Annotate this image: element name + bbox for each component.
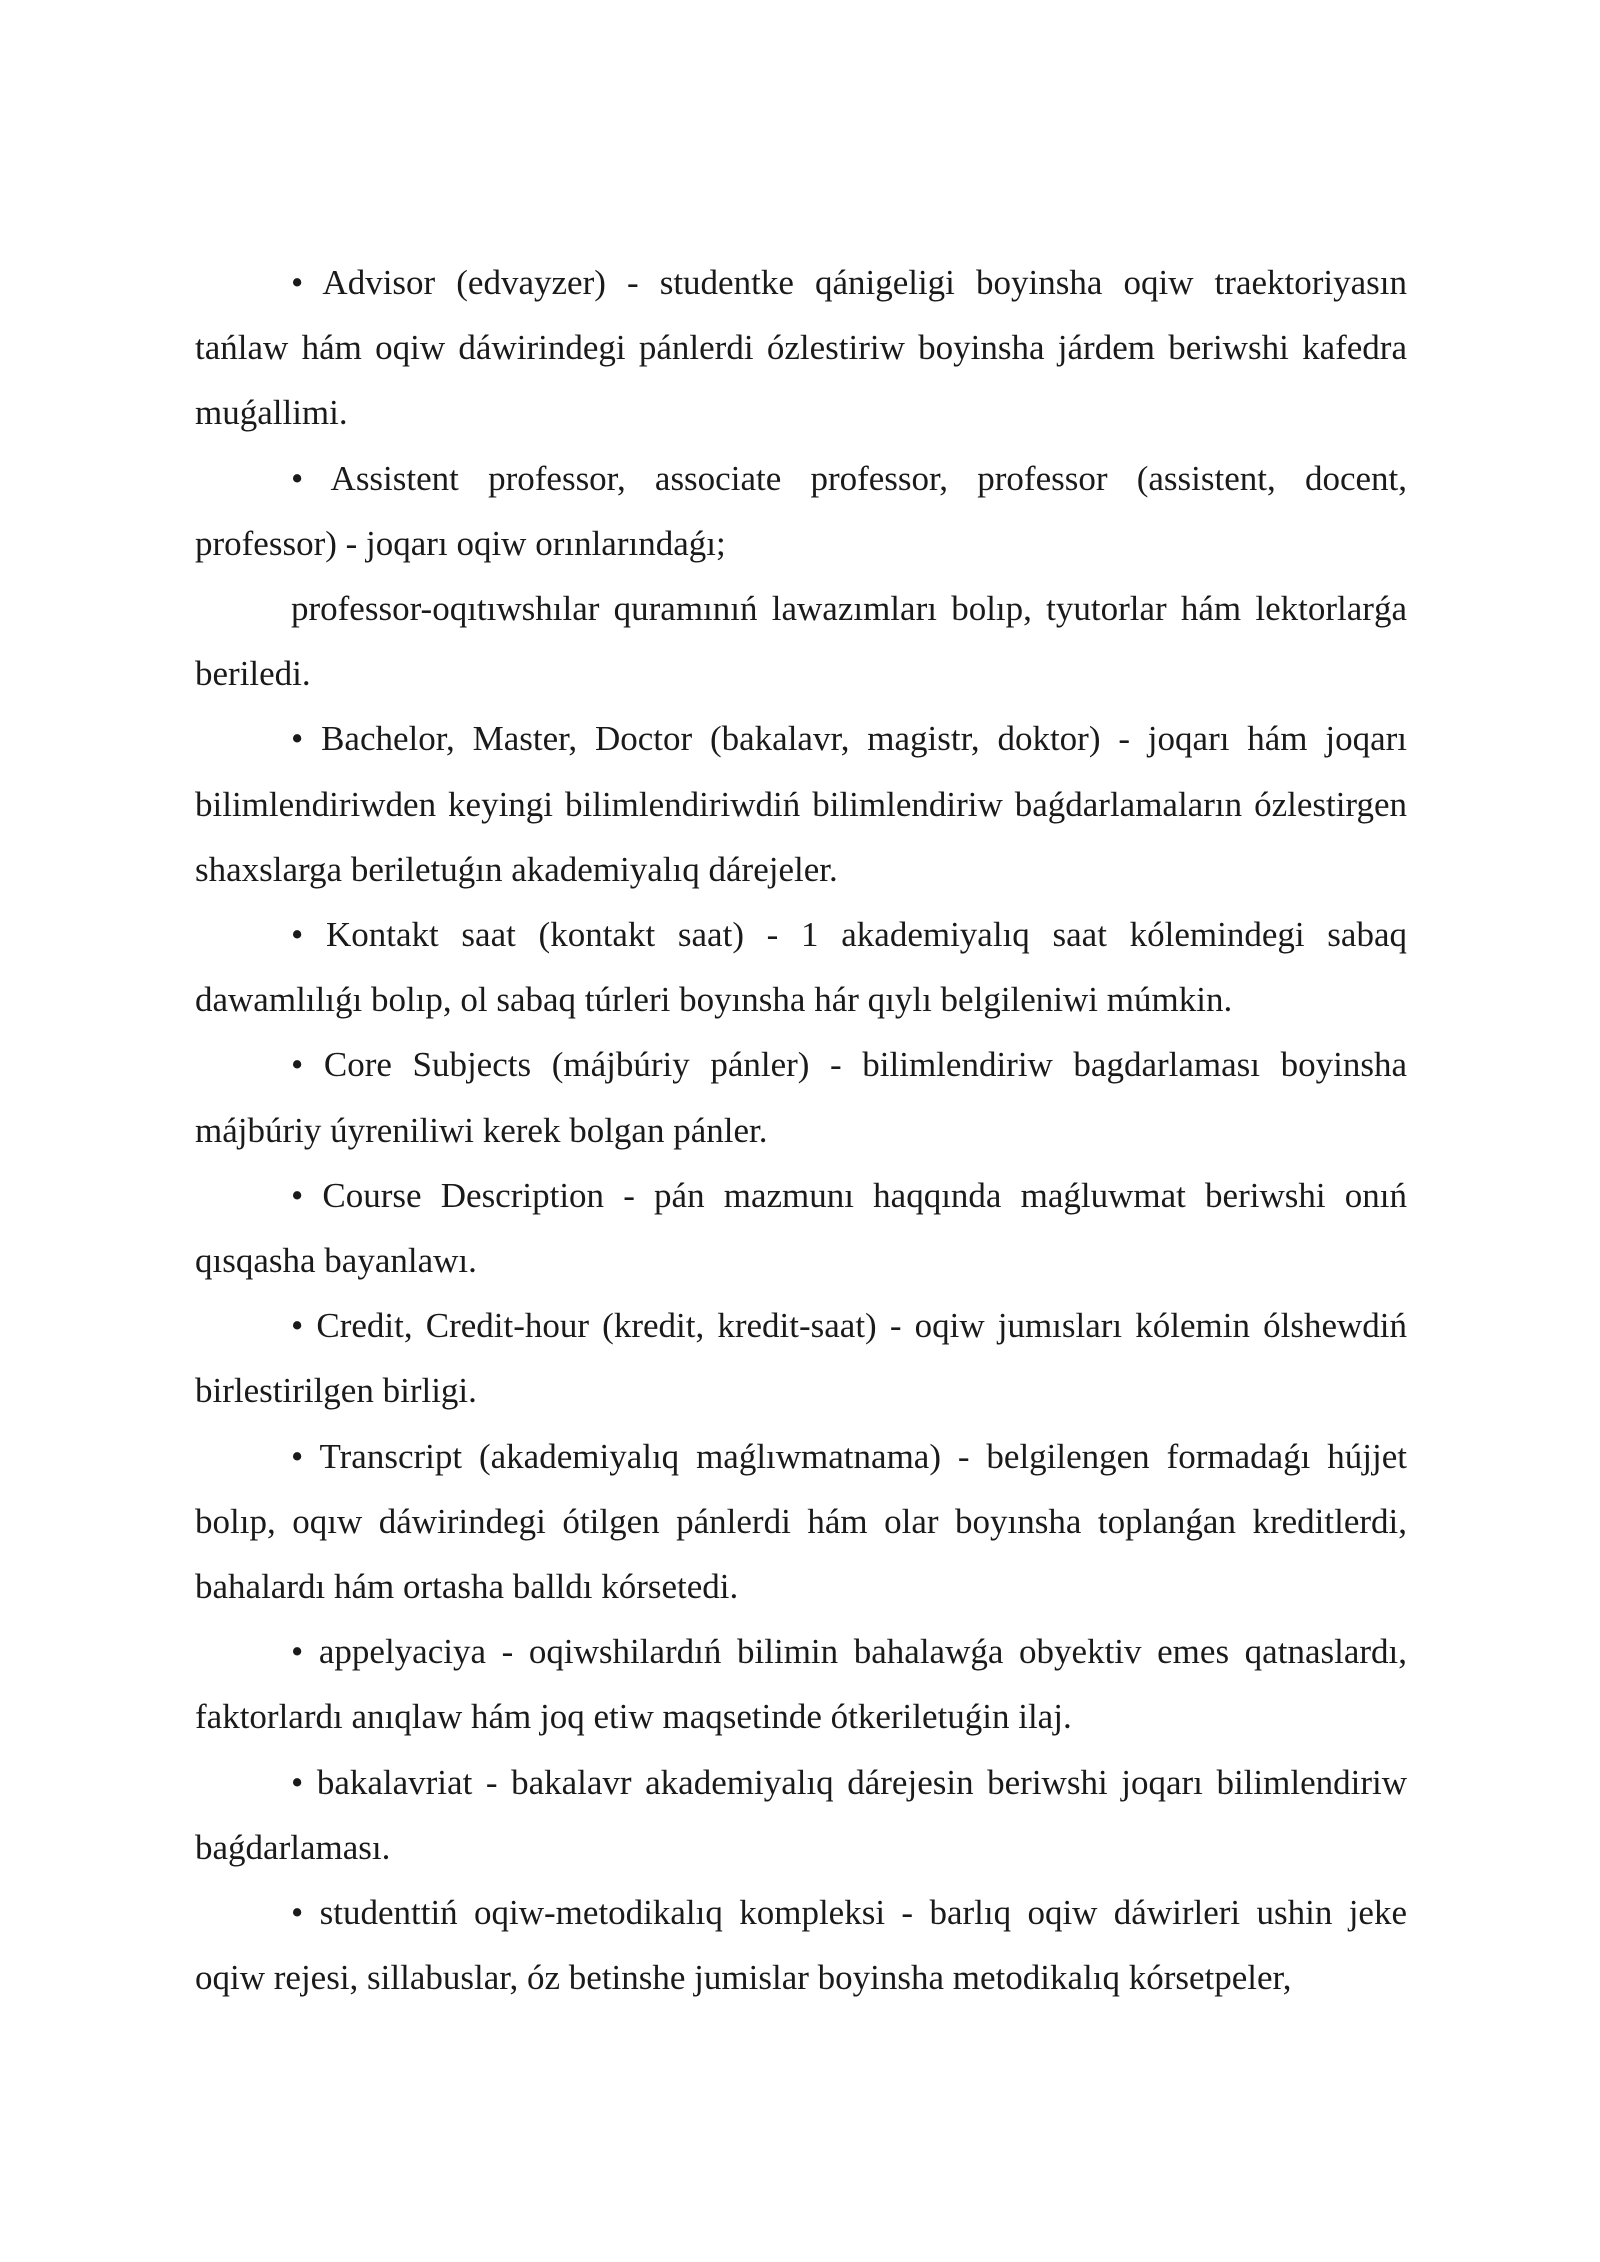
paragraph-professor-oqitiwshilar: professor-oqıtıwshılar quramınıń lawazımları bolıp, tyutorlar hám lektorlarǵa beriledi. — [195, 589, 1407, 694]
paragraph-credit: • Credit, Credit-hour (kredit, kredit-saat) - oqiw jumısları kólemin ólshewdiń birlestirilgen birligi. — [195, 1306, 1407, 1411]
paragraph-bakalavriat: • bakalavriat - bakalavr akademiyalıq dárejesin beriwshi joqarı bilimlendiriw baǵdarlaması. — [195, 1762, 1407, 1867]
paragraph-oqiw-metodikaliq-kompleksi: • studenttiń oqiw-metodikalıq kompleksi - barlıq oqiw dáwirleri ushin jeke oqiw rejesi, sillabuslar, óz betinshe jumislar boyinsha metodikalıq kórsetpeler, — [195, 1893, 1407, 1998]
document-page — [195, 250, 1407, 2010]
paragraph-advisor: • Advisor (edvayzer) - studentke qánigeligi boyinsha oqiw traektoriyasın tańlaw hám oqiw dáwirindegi pánlerdi ózlestiriw boyinsha járdem beriwshi kafedra muǵallimi. — [195, 263, 1407, 433]
paragraph-bachelor-master-doctor: • Bachelor, Master, Doctor (bakalavr, magistr, doktor) - joqarı hám joqarı bilimlendiriwden keyingi bilimlendiriwdiń bilimlendiriw baǵdarlamaların ózlestirgen shaxslarga beriletuǵın akademiyalıq dárejeler. — [195, 719, 1407, 889]
paragraph-core-subjects: • Core Subjects (májbúriy pánler) - bilimlendiriw bagdarlaması boyinsha májbúriy úyreniliwi kerek bolgan pánler. — [195, 1045, 1407, 1150]
paragraph-kontakt-saat: • Kontakt saat (kontakt saat) - 1 akademiyalıq saat kólemindegi sabaq dawamlılıǵı bolıp, ol sabaq túrleri boyınsha hár qıylı belgileniwi múmkin. — [195, 915, 1407, 1020]
paragraph-assistent-professor: • Assistent professor, associate professor, professor (assistent, docent, professor) - joqarı oqiw orınlarındaǵı; — [195, 458, 1407, 563]
paragraph-appelyaciya: • appelyaciya - oqiwshilardıń bilimin bahalawǵa obyektiv emes qatnaslardı, faktorlardı anıqlaw hám joq etiw maqsetinde ótkeriletuǵin ilaj. — [195, 1632, 1407, 1737]
paragraph-course-description: • Course Description - pán mazmunı haqqında maǵluwmat beriwshi onıń qısqasha bayanlawı. — [195, 1175, 1407, 1281]
paragraph-transcript: • Transcript (akademiyalıq maǵlıwmatnama) - belgilengen formadaǵı hújjet bolıp, oqıw dáwirindegi ótilgen pánlerdi hám olar boyınsha toplanǵan kreditlerdi, bahalardı hám ortasha balldı kórsetedi. — [195, 1436, 1407, 1607]
